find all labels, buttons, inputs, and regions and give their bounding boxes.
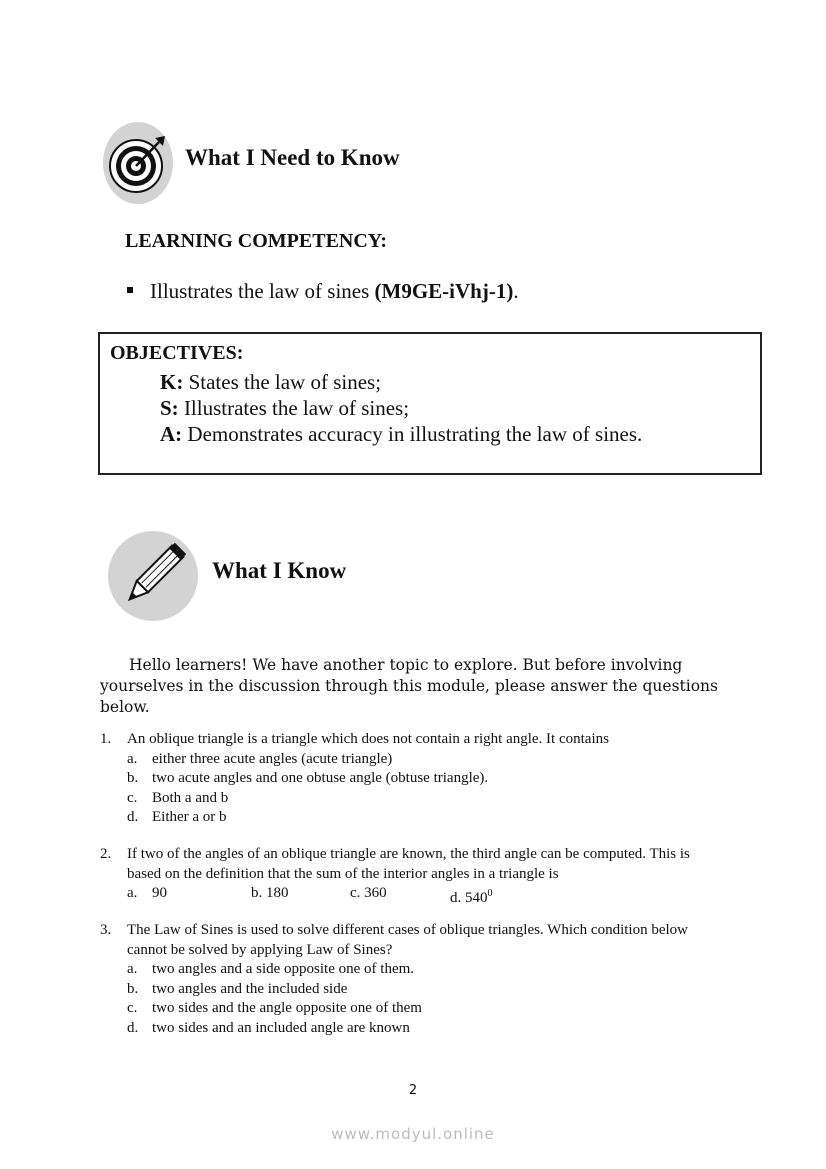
learning-competency-heading: LEARNING COMPETENCY: [125,230,388,252]
option-letter: c. [127,1000,138,1016]
options-list [127,960,422,1038]
competency-text: Illustrates the law of sines [150,279,375,303]
option-text: 180 [266,885,289,901]
option-b [251,884,289,904]
learning-competency-item [127,279,519,304]
question-stem: If two of the angles of an oblique triangle are known, the third angle can be computed. This is based on the definition that the sum of the interior angles in a triangle is [127,846,690,882]
intro-text: Hello learners! We have another topic to explore. But before involving yourselves in the discussion through this module, please answer the questions below. [100,656,718,716]
question-number: 3. [100,922,112,938]
objective-text: Demonstrates accuracy in illustrating the law of sines. [182,422,643,446]
question-stem: An oblique triangle is a triangle which does not contain a right angle. It contains [127,731,609,747]
watermark: www.modyul.online [331,1125,495,1143]
option-text: 360 [364,885,387,901]
option-letter: d. [450,890,462,906]
objective-a [160,422,642,447]
target-icon [103,122,173,204]
bullet-icon [127,287,133,293]
target-icon-badge [103,122,173,204]
option-a [127,960,422,980]
option-b [127,980,422,1000]
option-a [127,884,167,904]
option-superscript: 0 [487,888,493,899]
option-text: 540 [465,890,488,906]
option-letter: b. [127,980,139,997]
objectives-box [98,332,762,475]
option-letter: a. [127,961,138,977]
question-number: 1. [100,731,112,747]
option-text: two acute angles and one obtuse angle (obtuse triangle). [152,770,489,786]
option-a [127,750,488,770]
objective-label: S: [160,396,179,420]
section-title-what-i-need-to-know: What I Need to Know [185,145,400,170]
question-stem: The Law of Sines is used to solve different cases of oblique triangles. Which condition below cannot be solved by applying Law of Sines? [127,922,688,958]
option-text: two sides and an included angle are known [152,1019,410,1036]
question-number: 2. [100,846,112,862]
page-number: 2 [408,1083,418,1098]
option-letter: b. [251,885,263,901]
competency-end: . [513,279,519,303]
objective-text: States the law of sines; [183,370,382,394]
option-c [350,884,387,904]
option-letter: a. [127,750,138,767]
competency-code: (M9GE-iVhj-1) [374,279,514,303]
option-letter: d. [127,1019,139,1036]
option-text: either three acute angles (acute triangle) [152,750,393,767]
option-text: 90 [152,885,167,901]
intro-paragraph [100,655,720,718]
option-c [127,999,422,1019]
objective-s [160,396,409,421]
option-text: Both a and b [152,789,229,806]
option-text: two sides and the angle opposite one of them [152,1000,422,1016]
objective-k [160,370,381,395]
option-d [127,1019,422,1039]
option-d [127,808,488,828]
option-letter: a. [127,885,138,901]
option-letter: b. [127,770,139,786]
options-list [127,750,488,828]
option-c [127,789,488,809]
option-b [127,769,488,789]
section-title-what-i-know: What I Know [212,558,347,583]
option-letter: c. [127,789,138,806]
pencil-icon-badge [108,531,198,621]
objectives-heading: OBJECTIVES: [110,342,244,364]
option-text: Either a or b [152,809,227,825]
objective-label: K: [160,370,184,394]
option-d [450,884,493,909]
pencil-icon [108,531,198,621]
option-letter: d. [127,809,139,825]
option-text: two angles and the included side [152,980,348,997]
objective-text: Illustrates the law of sines; [178,396,410,420]
option-letter: c. [350,885,361,901]
objective-label: A: [160,422,183,446]
option-text: two angles and a side opposite one of them. [152,961,415,977]
